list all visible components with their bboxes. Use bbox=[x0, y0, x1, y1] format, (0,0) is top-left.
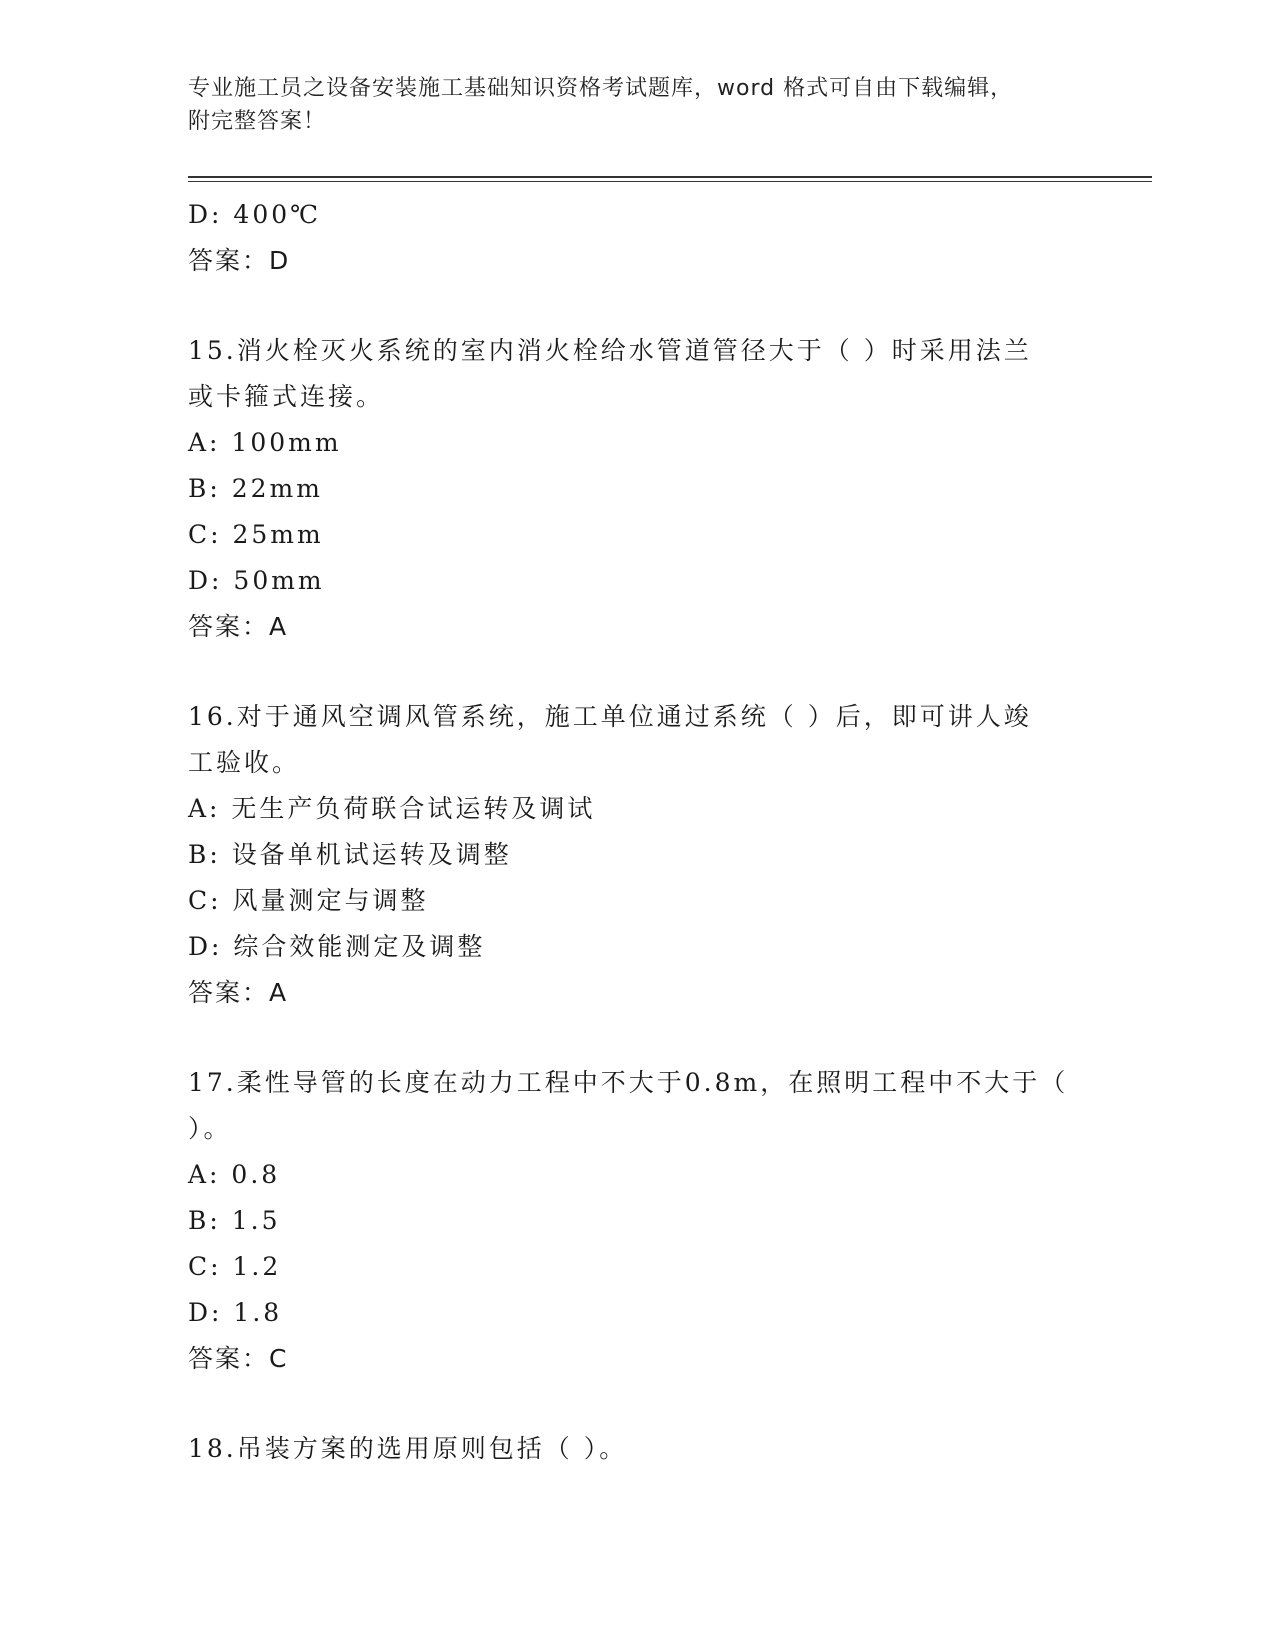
question-stem: 17.柔性导管的长度在动力工程中不大于0.8m，在照明工程中不大于（ bbox=[188, 1068, 1069, 1097]
question-stem-continued: ）。 bbox=[188, 1114, 232, 1143]
option-c: C: 25mm bbox=[188, 520, 324, 549]
option-b: B: 22mm bbox=[188, 474, 323, 503]
option-b: B: 1.5 bbox=[188, 1206, 281, 1235]
header-divider-thick bbox=[188, 176, 1152, 178]
option-c: C: 1.2 bbox=[188, 1252, 282, 1281]
option-d: D: 1.8 bbox=[188, 1298, 283, 1327]
answer-line: 答案：D bbox=[188, 246, 291, 275]
option-d: D: 综合效能测定及调整 bbox=[188, 932, 486, 961]
option-a: A: 100mm bbox=[188, 428, 342, 457]
question-stem: 18.吊装方案的选用原则包括（ ）。 bbox=[188, 1434, 628, 1463]
option-a: A: 0.8 bbox=[188, 1160, 281, 1189]
question-16 bbox=[188, 694, 1088, 1016]
answer-line: 答案：A bbox=[188, 612, 289, 641]
answer-line: 答案：C bbox=[188, 1344, 289, 1373]
question-17 bbox=[188, 1060, 1088, 1382]
question-15 bbox=[188, 328, 1088, 650]
question-stem-continued: 或卡箍式连接。 bbox=[188, 382, 385, 411]
header-line-2: 附完整答案！ bbox=[188, 109, 327, 134]
option-b: B: 设备单机试运转及调整 bbox=[188, 840, 512, 869]
question-stem: 16.对于通风空调风管系统，施工单位通过系统（ ）后，即可讲人竣 bbox=[188, 702, 1032, 731]
question-stem-continued: 工验收。 bbox=[188, 748, 301, 777]
carryover-block bbox=[188, 192, 1088, 284]
header-divider-thin bbox=[188, 181, 1152, 182]
option-a: A: 无生产负荷联合试运转及调试 bbox=[188, 794, 596, 823]
document-header bbox=[188, 72, 1088, 138]
option-d: D: 400℃ bbox=[188, 200, 322, 229]
option-c: C: 风量测定与调整 bbox=[188, 886, 429, 915]
question-stem: 15.消火栓灭火系统的室内消火栓给水管道管径大于（ ）时采用法兰 bbox=[188, 336, 1032, 365]
header-line-1: 专业施工员之设备安装施工基础知识资格考试题库，word 格式可自由下载编辑， bbox=[188, 76, 1014, 101]
answer-line: 答案：A bbox=[188, 978, 289, 1007]
option-d: D: 50mm bbox=[188, 566, 325, 595]
question-18 bbox=[188, 1426, 1088, 1472]
question-content bbox=[188, 192, 1088, 1472]
